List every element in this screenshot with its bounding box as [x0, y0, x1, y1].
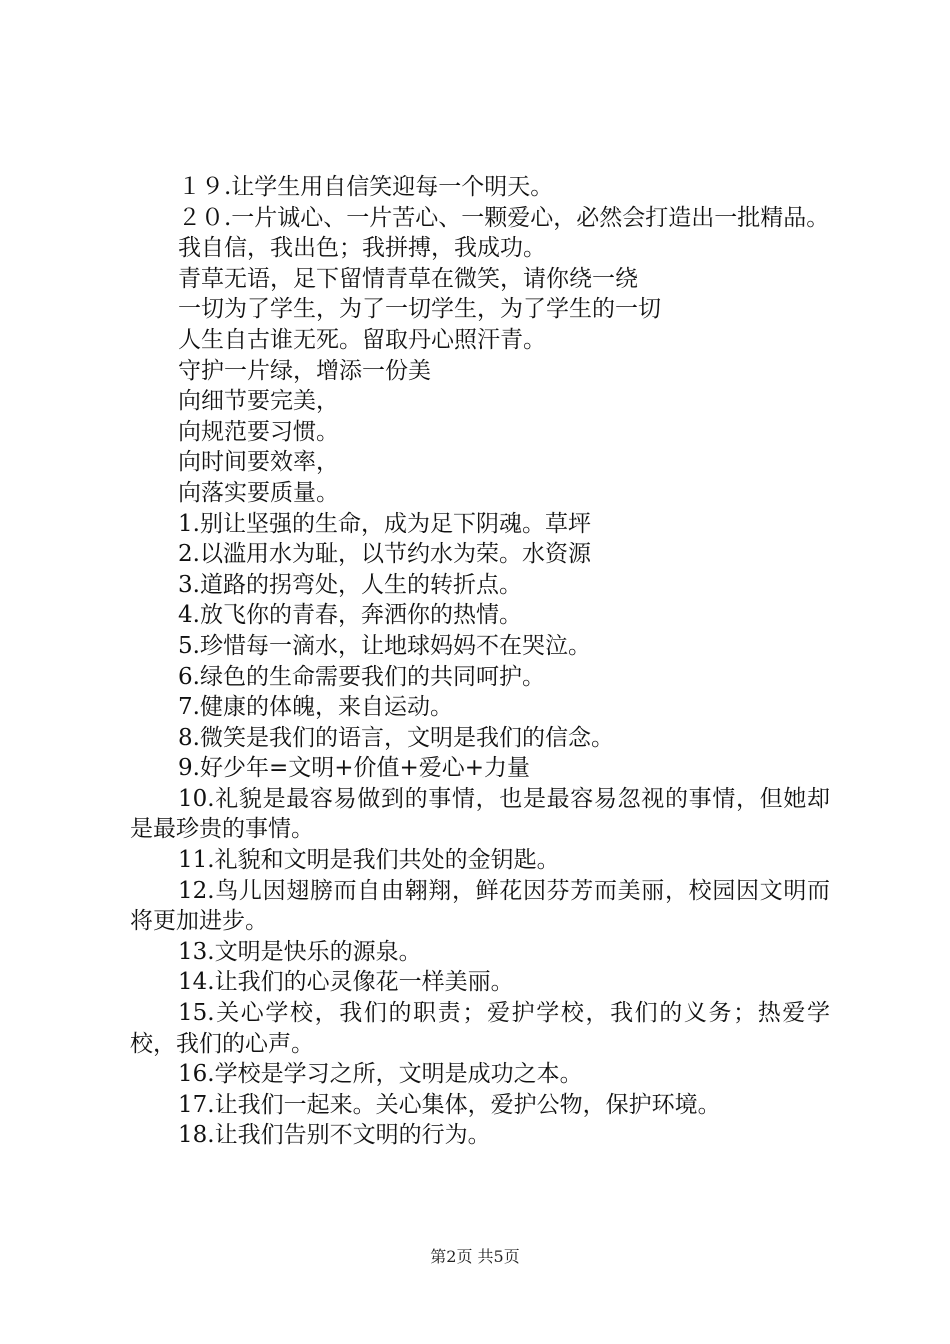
page-number-label: 第2页 共5页 [430, 1247, 520, 1266]
paragraph: 17.让我们一起来。关心集体，爱护公物，保护环境。 [178, 1091, 721, 1118]
paragraph: 3.道路的拐弯处，人生的转折点。 [178, 571, 522, 598]
paragraph: 18.让我们告别不文明的行为。 [178, 1122, 491, 1149]
paragraph: 12.鸟儿因翅膀而自由翱翔，鲜花因芬芳而美丽，校园因文明而将更加进步。 [130, 877, 830, 935]
paragraph: 5.珍惜每一滴水，让地球妈妈不在哭泣。 [178, 632, 591, 659]
paragraph: 1.别让坚强的生命，成为足下阴魂。草坪 [178, 510, 591, 537]
paragraph: 16.学校是学习之所，文明是成功之本。 [178, 1061, 583, 1088]
paragraph: 守护一片绿，增添一份美 [178, 357, 431, 384]
paragraph: ２０.一片诚心、一片苦心、一颗爱心，必然会打造出一批精品。 [178, 204, 830, 231]
paragraph: 13.文明是快乐的源泉。 [178, 938, 422, 965]
paragraph: 2.以滥用水为耻，以节约水为荣。水资源 [178, 541, 591, 568]
paragraph: 11.礼貌和文明是我们共处的金钥匙。 [178, 847, 560, 874]
paragraph: 我自信，我出色；我拼搏，我成功。 [178, 235, 546, 262]
paragraph: 10.礼貌是最容易做到的事情，也是最容易忽视的事情，但她却是最珍贵的事情。 [130, 785, 830, 843]
paragraph: 14.让我们的心灵像花一样美丽。 [178, 969, 514, 996]
paragraph: 向时间要效率， [178, 449, 339, 476]
paragraph: 9.好少年=文明+价值+爱心+力量 [178, 755, 531, 782]
paragraph: 4.放飞你的青春，奔洒你的热情。 [178, 602, 522, 629]
paragraph: 青草无语，足下留情青草在微笑，请你绕一绕 [178, 265, 638, 292]
paragraph: 7.健康的体魄，来自运动。 [178, 694, 453, 721]
document-body [130, 172, 830, 1151]
paragraph: 15.关心学校，我们的职责；爱护学校，我们的义务；热爱学校，我们的心声。 [130, 1000, 830, 1057]
paragraph: 6.绿色的生命需要我们的共同呵护。 [178, 663, 545, 690]
paragraph: 向细节要完美， [178, 388, 339, 415]
page-footer [0, 1244, 950, 1267]
paragraph: 一切为了学生，为了一切学生，为了学生的一切 [178, 296, 661, 323]
paragraph: 向规范要习惯。 [178, 418, 339, 445]
paragraph: 向落实要质量。 [178, 479, 339, 506]
paragraph: 人生自古谁无死。留取丹心照汗青。 [178, 326, 546, 353]
paragraph: 8.微笑是我们的语言，文明是我们的信念。 [178, 724, 614, 751]
paragraph: １９.让学生用自信笑迎每一个明天。 [178, 174, 554, 200]
